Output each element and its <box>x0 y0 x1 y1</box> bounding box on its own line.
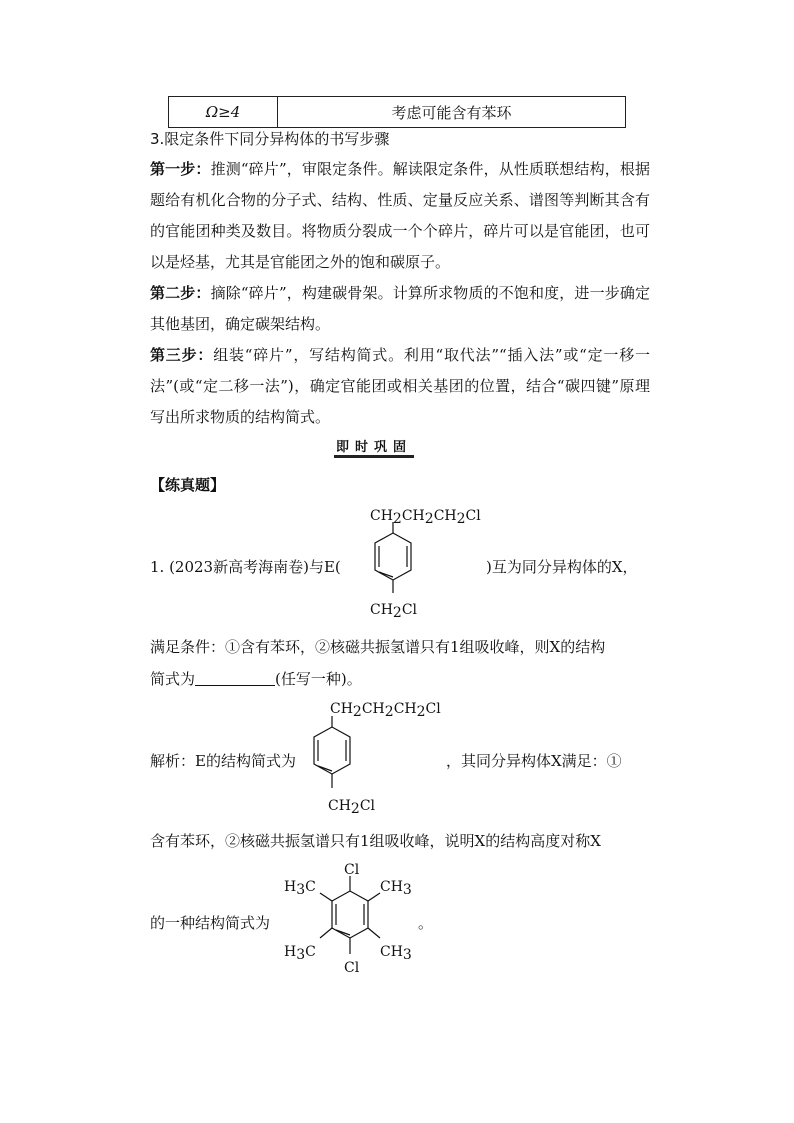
solution-suffix: ，其同分异构体X满足：① <box>446 752 622 770</box>
step-3 <box>150 340 650 433</box>
x-bottom-cl: Cl <box>344 960 360 976</box>
section-badge <box>334 436 414 458</box>
question-suffix: )互为同分异构体的X， <box>486 558 638 576</box>
question-line3a: 简式为 <box>150 670 196 688</box>
badge-underline <box>334 455 414 458</box>
solution-prefix: 解析：E的结构简式为 <box>150 752 296 770</box>
section-badge-text: 即时巩固 <box>335 440 412 455</box>
condition-table <box>168 96 626 128</box>
step-2 <box>150 278 650 340</box>
solution-line3a: 的一种结构简式为 <box>150 914 271 932</box>
table-cell-condition: Ω≥4 <box>169 97 278 127</box>
question-line3b: (任写一种)。 <box>275 670 362 688</box>
section-heading: 3.限定条件下同分异构体的书写步骤 <box>150 130 390 148</box>
step-1-label: 第一步： <box>150 160 211 178</box>
question-line2: 满足条件：①含有苯环，②核磁共振氢谱只有1组吸收峰，则X的结构 <box>150 638 606 656</box>
solution-line2: 含有苯环，②核磁共振氢谱只有1组吸收峰，说明X的结构高度对称X <box>150 832 601 850</box>
answer-blank[interactable] <box>195 671 275 686</box>
svg-text:CH2CH2CH2Cl: CH2CH2CH2Cl <box>370 508 481 527</box>
x-top-cl: Cl <box>344 862 360 878</box>
svg-text:CH2Cl: CH2Cl <box>370 602 418 621</box>
step-2-text: 摘除“碎片”，构建碳骨架。计算所求物质的不饱和度，进一步确定其他基团，确定碳架结构。 <box>150 284 650 333</box>
practice-label: 【练真题】 <box>150 476 226 494</box>
molecule-e-structure <box>350 500 490 630</box>
svg-text:CH3: CH3 <box>380 944 412 963</box>
e-bottom-ch: CH <box>370 602 393 618</box>
step-3-text: 组装“碎片”，写结构简式。利用“取代法”“插入法”或“定一移一法”(或“定二移一法”)，确定官能团或相关基团的位置，结合“碳四键”原理写出所求物质的结构简式。 <box>150 346 650 426</box>
e-top-ch: CH <box>370 508 393 524</box>
molecule-x-structure <box>280 858 420 980</box>
svg-text:H3C: H3C <box>284 879 316 898</box>
svg-text:CH3: CH3 <box>380 879 412 898</box>
step-3-label: 第三步： <box>150 346 214 364</box>
table-cell-meaning: 考虑可能含有苯环 <box>391 103 512 122</box>
molecule-e-solution-structure <box>292 694 452 824</box>
step-2-label: 第二步： <box>150 284 211 302</box>
svg-text:CH2CH2CH2Cl: CH2CH2CH2Cl <box>330 701 441 720</box>
step-1-text: 推测“碎片”，审限定条件。解读限定条件，从性质联想结构，根据题给有机化合物的分子式、结构、性质、定量反应关系、谱图等判断其含有的官能团种类及数目。将物质分裂成一个个碎片，碎片可以是官能团，也可以是烃基，尤其是官能团之外的饱和碳原子。 <box>150 160 650 271</box>
question-prefix: 1. (2023新高考海南卷)与E( <box>150 558 341 576</box>
svg-text:CH2Cl: CH2Cl <box>328 798 376 817</box>
solution-line3b: 。 <box>418 914 434 932</box>
question-line3 <box>150 668 362 689</box>
step-1 <box>150 154 650 278</box>
svg-text:H3C: H3C <box>284 944 316 963</box>
